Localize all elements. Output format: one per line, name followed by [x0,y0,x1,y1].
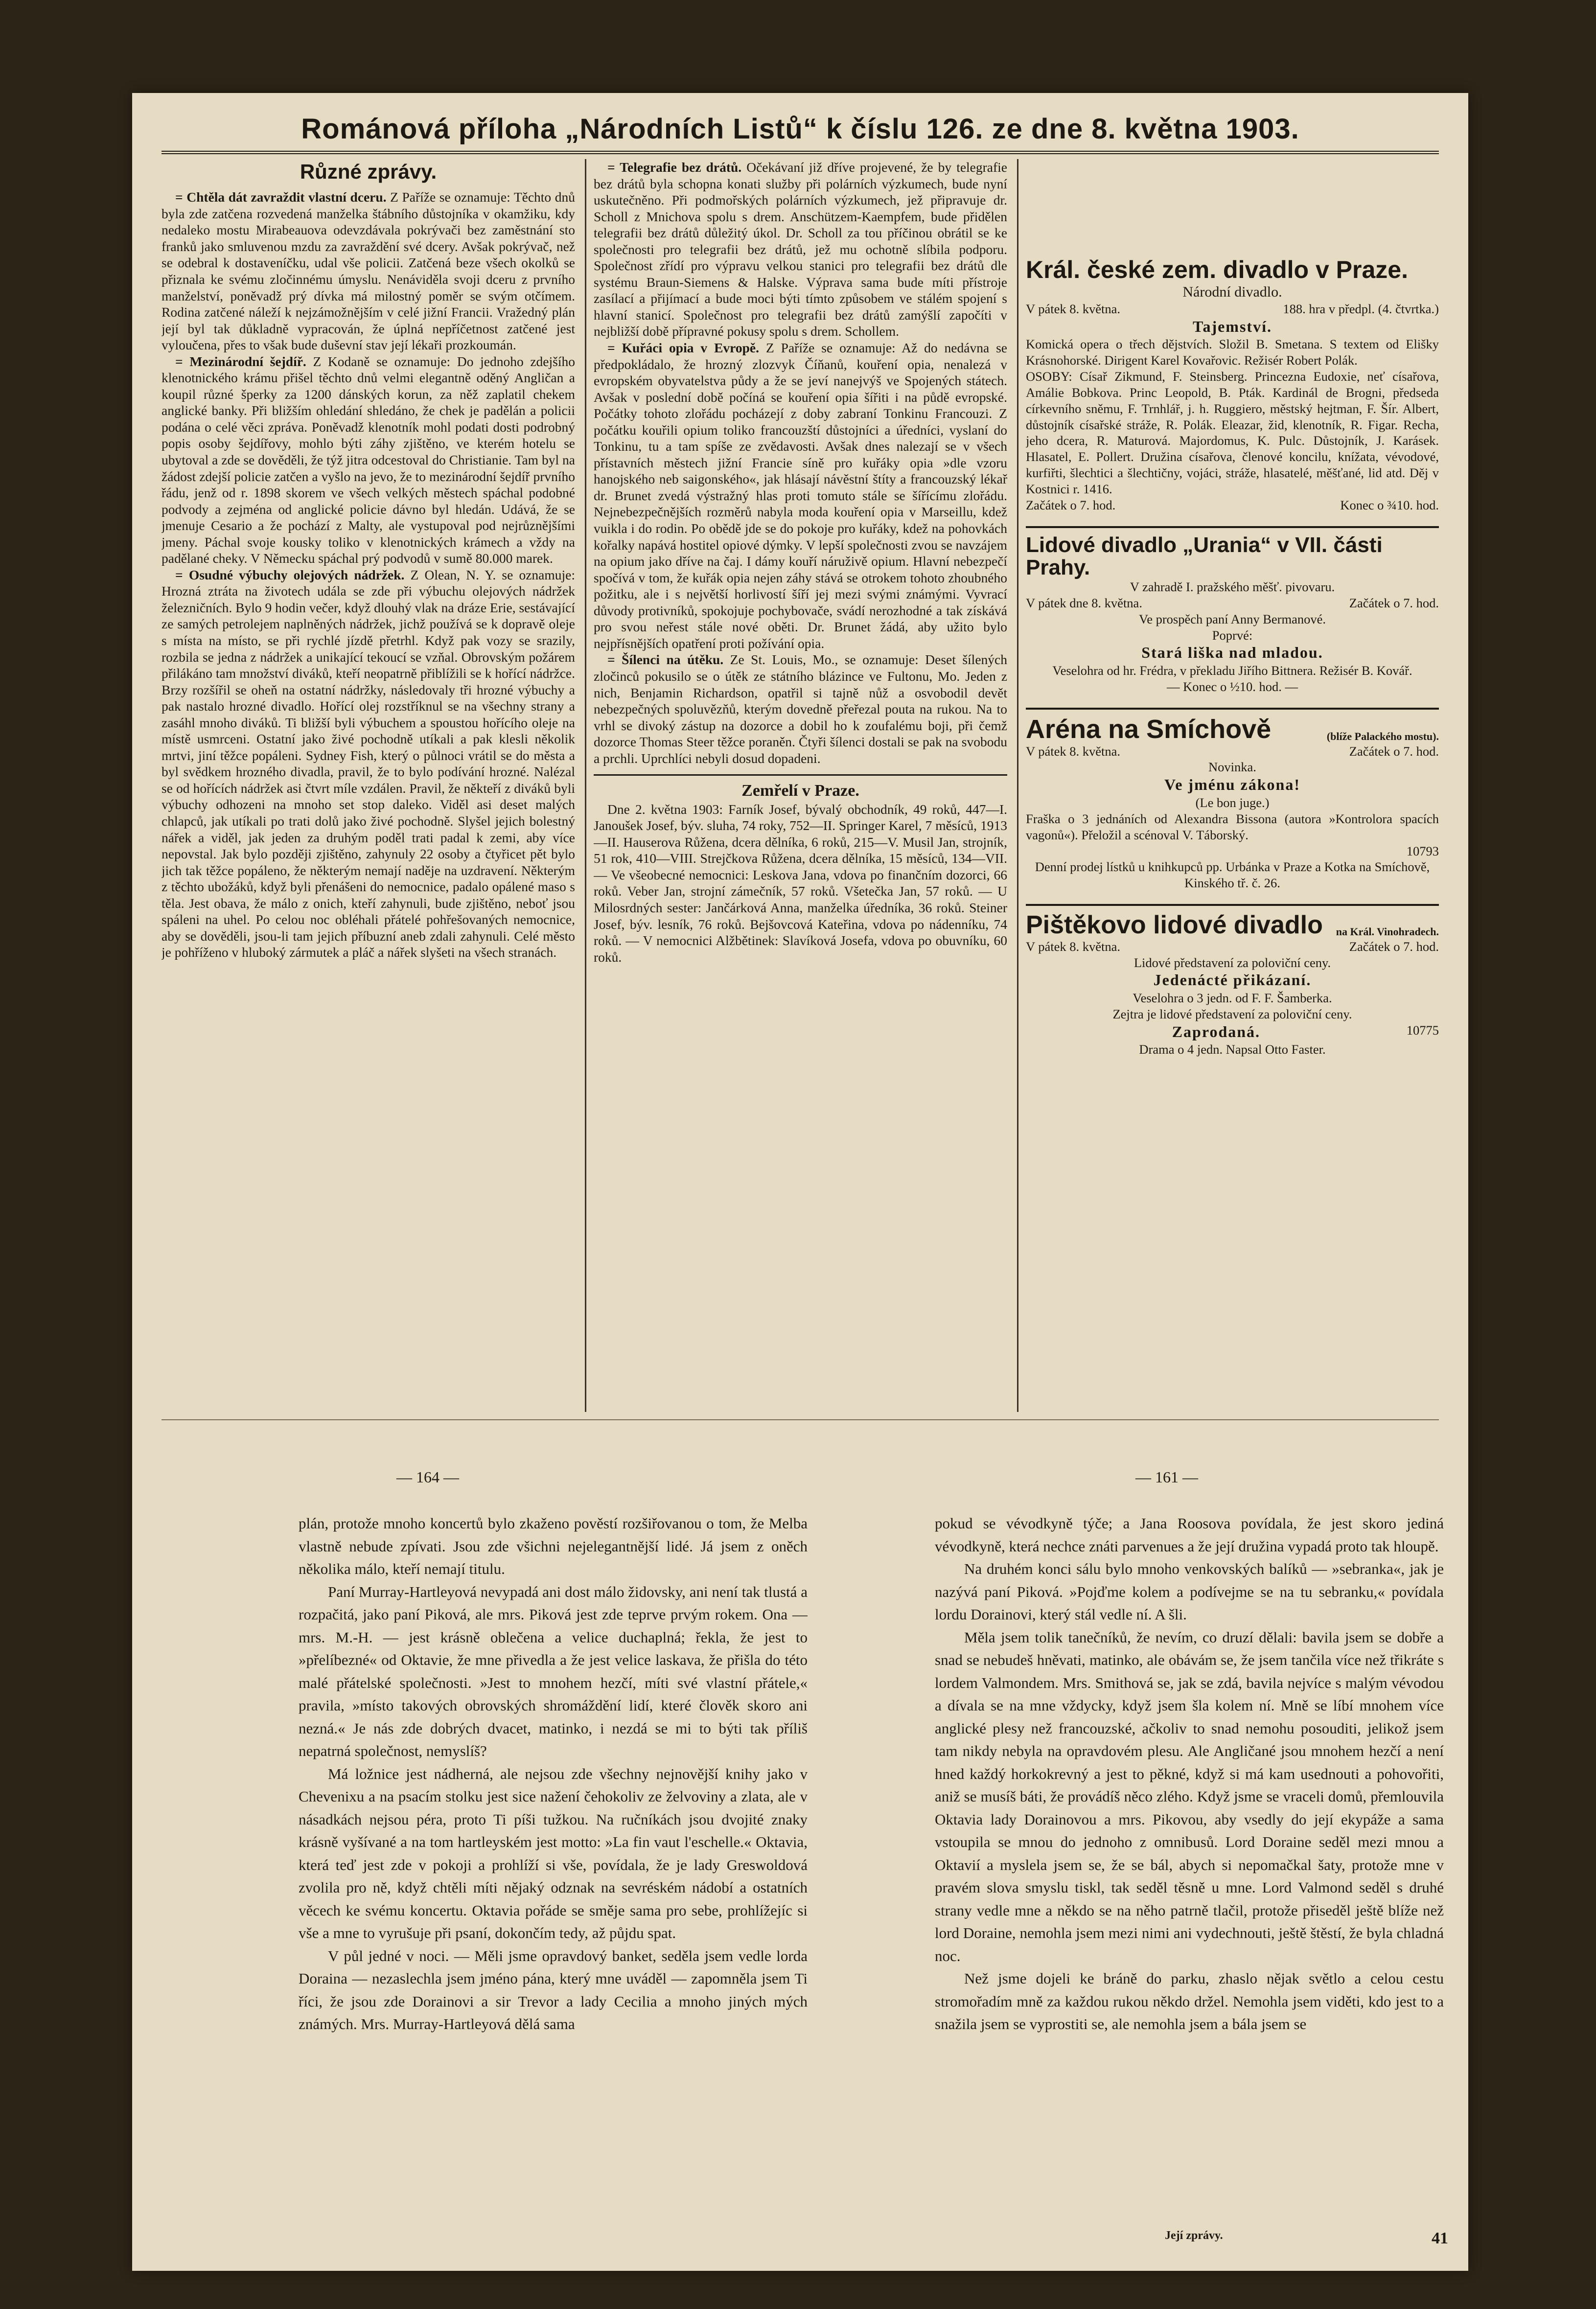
running-footer: Její zprávy. [1165,2229,1223,2242]
theater-pistek [1026,904,1439,1064]
page-number-left: — 164 — [396,1468,459,1486]
theater-date-row [1026,595,1439,611]
novel-page-right [935,1512,1444,2241]
news-text: Z Paříže se oznamuje: Až do nedávna se předpokládalo, že hrozný zlozvyk Číňanů, kouření opia, nenalezá v evropském obyvatelstva půdy a že se jeví nanejvýš ve Spojených státech. Avšak v poslední době počíná se kouření opia šířiti i na půdě evropské. Počátky tohoto zlořádu pocházejí z doby zabraní Tonkinu Francouzi. Z počátku kouřili opium toliko francouzští důstojníci a úředníci, vyslaní do Tonkinu, tu a tam spíše ze zvědavosti. Avšak dnes nalezají se v všech přístavních městech jižní Francie síně pro kuřáky opia »dle vzoru hanojského neb saigonského«, jak hlásají návěstní štíty a francouzský lékař dr. Brunet zvedá výstražný hlas proti tomuto stále se šířícímu zlořádu. Nejnebezpečnějších rozměrů nabyla moda kouření opia v Marseillu, kdež vuikla i do rodin. Po obědě jde se do pokoje pro kuřáky, kdež na pohovkách kořalky napává hostitel opiové dýmky. V lepší společnosti zvou se navzájem na opium jako dříve na čaj. I dámy kouří náruživě opium. Hlavní nebezpečí spočívá v tom, že kuřák opia nejen záhy stává se otrokem tohoto zhoubného požitku, ale i s největší horlivostí šíří jej mezi svými známými. Vyvrací důvody protivníků, spokojuje pochybovače, svádí nerozhodné a tak získává pro svou neřest stále nové oběti. Dr. Brunet žádá, aby užito bylo nejpřísnějších opatření proti požívání opia. [594,340,1007,651]
theater-national [1026,257,1439,520]
second-play-row [1026,1022,1439,1042]
start-time: Začátek o 7. hod. [1349,595,1439,610]
theater-date: V pátek 8. května. [1026,301,1121,316]
ad-code: 10775 [1406,1022,1439,1038]
theater-date: V pátek 8. května. [1026,743,1121,759]
ticket-sale: Denní prodej lístků u knihkupců pp. Urbánka v Praze a Kotka na Smíchově, Kinského tř. č. 26. [1035,859,1430,891]
end-time: — Konec o ½10. hod. — [1167,679,1298,694]
signature-number: 41 [1432,2229,1448,2247]
deaths-title: Zemřelí v Praze. [594,774,1007,801]
play-title: Tajemství. [1193,317,1272,335]
news-column-2 [594,159,1007,1412]
news-item [594,651,1007,766]
news-item [594,340,1007,651]
play-description: Veselohra o 3 jedn. od F. F. Šamberka. [1133,991,1332,1006]
novel-paragraph: Než jsme dojeli ke bráně do parku, zhaslo nějak světlo a celou cestu stromořadím mně za každou rukou někdo držel. Nemohla jsem viděti, kdo jest to a snažila jsem se vyprostiti se, ale nemohla jsem a bála jsem se [935,1970,1444,2032]
news-text: Ze St. Louis, Mo., se oznamuje: Deset šílených zločinců pokusilo se o útěk ze státního blázince ve Fultonu, Mo. Jeden z nich, Benjamin Richardson, opatřil si tajně nůž a osvobodil devět nebezpečných spoluvězňů, kterým dovedně přeřezal pouta na rukou. Na to vrhl se divoký zástup na dozorce a dobil ho k zoufalému boji, při čemž dozorce Thomas Steer těžce poraněn. Čtyři šílenci dostali se pak na svobodu a prchli. Uprchlíci nebyli dosud dopadeni. [594,652,1007,766]
deaths-text: Dne 2. května 1903: Farník Josef, bývalý obchodník, 49 roků, 447—I. Janoušek Josef, býv. sluha, 74 roky, 752—II. Springer Karel, 7 měsíců, 1913—II. Hauserova Růžena, dcera dělníka, 6 roků, 215—V. Musil Jan, strojník, 51 rok, 410—VIII. Strejčkova Růžena, dcera dělníka, 15 měsíců, 134—VII. — Ve všeobecné nemocnici: Leskova Jana, vdova po finančním dozorci, 66 roků. Veber Jan, strojní zámečník, 57 roků. Všetečka Jan, 57 roků. — U Milosrdných sester: Jančárková Anna, manželka úředníka, 36 roků. Steiner Josef, býv. lesník, 76 roků. Bejšovcová Kateřina, vdova po nádenníku, 74 roků. — V nemocnici Alžbětinek: Slavíková Josefa, vdova po obuvníku, 60 roků. [594,801,1007,965]
play-description: Fraška o 3 jednáních od Alexandra Bissona (autora »Kontrolora spacích vagonů«). Přeložil a scénoval V. Táborský. [1026,811,1439,842]
theater-sub: na Král. Vinohradech. [1336,925,1439,938]
news-text: Z Olean, N. Y. se oznamuje: Hrozná ztráta na životech udála se zde při výbuchu olejových nádržek železničních. Bylo 9 hodin večer, když dlouhý vlak na dráze Erie, sestávající ze samých petrolejem naplněných nádržek, jichž používá se k dopravě oleje s místa na místo, se při rychlé jízdě přetrhl. Když pak vozy se srazily, rozbila se jedna z nádržek a unikající tekoucí se vzňal. Obrovským požárem přilákáno tam množství diváků, kteří neopatrně přiblížili se k hořící nádržce. Brzy rozšířil se oheň na ostatní nádržky, následovaly tři hrozné výbuchy a pak nastalo hrozné divadlo. Hořící olej rozstříknul se na všechny strany a zasáhl mnoho diváků. Ti bližší byli výbuchem a spoustou hořícího oleje na místě usmrceni. Ostatní jako živé pochodně utíkali a pak klesli několik mrtvi, jiní těžce popáleni. Sydney Fish, který o půlnoci vrátil se do města a byl svědkem hrozného divadla, pravil, že to bylo podívání hrozné. Nalézal se od hořících nádržek asi čtvrt míle vzdálen. Pravil, že někteří z diváků byli výbuchy odhozeni na mnoho set stop daleko. Viděl asi deset malých chlapců, jak utíkali po trati dolů jako živé pochodně. Slyšel jejich bolestný nářek a viděl, jak jeden za druhým poděl trati padal k zemi, aby více nepovstal. Jak bylo později zjištěno, zahynuly 22 osoby a čtyřicet pět bylo jich tak těžce popáleno, že některým nemají naděje na uzdravení. Některým z těchto ubožáků, když byli přenášeni do nemocnice, padalo opálené maso s těla. Jest obava, že málo z onich, kteří zahynuli, bude zjištěno, neboť jsou spáleni na uhel. Po celou noc obléhali přátelé pohřešovaných nemocnice, aby se dověděli, jsou-li tam jejich příbuzní aneb zdali zahynuli. Celé město je pohříženo v hluboký zármutek a pláč a nářek slyšeti na všech stranách. [162,567,575,960]
ad-code: 10793 [1406,843,1439,858]
fold-line [162,1419,1439,1420]
news-kicker: = Telegrafie bez drátů. [607,160,742,175]
news-column-1 [162,159,575,1412]
news-kicker: = Osudné výbuchy olejových nádržek. [175,567,405,582]
novel-paragraph: plán, protože mnoho koncertů bylo zkaženo pověstí rozšiřovanou o tom, že Melba vlastně nebude zpívati. Jsou zde všichni nejelegantnější lidé. Já jsem z oněch několika málo, kteří nemají titulu. [299,1515,808,1577]
newspaper-sheet [132,93,1468,2271]
theater-date: V pátek dne 8. května. [1026,595,1142,610]
deaths-list [594,801,1007,965]
theater-date-row [1026,743,1439,760]
theater-date: V pátek 8. května. [1026,939,1121,954]
news-text: Z Paříže se oznamuje: Těchto dnů byla zde zatčena rozvedená manželka štábního důstojníka v okamžiku, kdy nedaleko mostu Mirabeauova odevzdávala pokrývači bez zaměstnání sto franků jako smluvenou mzdu za zavraždění své dcery. Avšak pokrývač, než se odebral k dostaveníčku, udal vše policii. Zatčená beze všech okolků se přiznala ke svému zločinnému úmyslu. Nenáviděla svoji dceru z prvního manželství, poněvadž prý dívka má milostný poměr se svým otčímem. Rodina zatčené náleží k nejzámožnějším v celé jižní Francii. Vražedný plán její byl tak důkladně vypracován, že úplná nepříčetnost zatčené jest vyloučena, přes to však bude duševní stav její lékaři prozkoumán. [162,189,575,353]
play-description: Drama o 4 jedn. Napsal Otto Faster. [1139,1042,1326,1057]
novel-paragraph: Paní Murray-Hartleyová nevypadá ani dost málo židovsky, ani není tak tlustá a rozpačitá, jako paní Piková, ale mrs. Piková jest zde teprve prvým rokem. Ona — mrs. M.-H. — jest krásně oblečena a velice duchaplná; řekla, že jest to »přelíbezné« od Oktavie, že mne přivedla a že jest velice laskava, že přišla do této malé přátelské společnosti. »Jest to mnohem hezčí, míti své vlastní přátele,« pravila, »místo takových obrovských shromáždění lidí, které člověk skoro ani nezná.« Je nás zde dobrých dvacet, matinko, i nezdá se mi to býti tak příliš nepatrná společnost, nemyslíš? [299,1583,808,1759]
play-title: Stará liška nad mladou. [1141,644,1323,662]
theater-sub: (blíže Palackého mostu). [1326,730,1439,743]
column-rule [585,159,586,1412]
start-time: Začátek o 7. hod. [1026,497,1116,512]
tomorrow-info: Zejtra je lidové představení za poloviční ceny. [1112,1006,1352,1021]
novel-paragraph: V půl jedné v noci. — Měli jsme opravdový banket, seděla jsem vedle lorda Doraina — nezaslechla jsem jméno pána, který mne uváděl — zapomněla jsem Ti říci, že jsou zde Dorainovi a sir Trevor a lady Cecilia a mnoho jiných mých známých. Mrs. Murray-Hartleyová dělá sama [299,1947,808,2032]
theater-header-row [1026,716,1439,743]
novel-paragraph: Na druhém konci sálu bylo mnoho venkovských balíků — »sebranka«, jak je nazývá paní Piková. »Pojďme kolem a podívejme se na tu sebranku,« povídala lordu Dorainovi, který stál vedle ní. A šli. [935,1560,1444,1623]
end-time: Konec o ¾10. hod. [1340,497,1439,512]
news-kicker: = Mezinárodní šejdíř. [175,353,306,369]
theater-name: Pištěkovo lidové divadlo [1026,911,1323,940]
novel-paragraph: Měla jsem tolik tanečníků, že nevím, co druzí dělali: bavila jsem se dobře a snad se nebudeš hněvati, matinko, ale obávám se, že jsem tančila více než třikráte s lordem Valmondem. Mrs. Smithová se, jak se zdá, bavila nejvíce s malým vévodou a dívala se na mne vždycky, když jsem šla kolem ní. Mně se líbí mnohem více anglické plesy než francouzské, ačkoliv to snad nemohu posouditi, jelikož jsem tam nikdy nebyla na opravdovém plesu. Ale Angličané jsou mnohem hezčí a není hned každý horkokrevný a jest to pěkné, když si má kam usednouti a pohovořiti, aniž se musíš báti, že provádíš něco zlého. Když jsme se vraceli domů, přemlouvila Oktavia lady Dorainovou a mrs. Pikovou, aby vsedly do její ekypáže a sama vstoupila se mnou do jednoho z omnibusů. Lord Doraine seděl mezi mnou a Oktavií a myslela jsem se, že se bál, abych si nepomačkal šaty, protože mne v pravém slova smyslu tiskl, tak seděl těsně u mne. Lord Valmond seděl s druhé strany vedle mne a někdo se na něho patrně tlačil, protože přiseděl ještě blíže než lord Doraine, nemohla jsem mezi nimi ani vydechnouti, ještě štěstí, že byla chladná noc. [935,1628,1444,1964]
masthead: Románová příloha „Národních Listů“ k číslu 126. ze dne 8. května 1903. [162,113,1439,154]
news-text: Očekávaní již dříve projevené, že by telegrafie bez drátů byla schopna konati služby při polárních výzkumech, bude nyní uskutečněno. Při podmořských polárních výzkumech, jež připravuje dr. Scholl z Mnichova spolu s drem. Anschützem-Kaempfem, bude přidělen telegrafii bez drátů důležitý úkol. Dr. Scholl za tou příčinou obrátil se ke společnosti pro telegrafii bez drátů, jež mu ochotně slíbila podporu. Společnost zřídí pro výpravu velkou stanici pro telegrafii bez drátů dle systému Braun-Siemens & Halske. Výprava sama bude míti přístroje zasílací a přijímací a bude moci býti tímto způsobem ve stálém spojení s hlavní stanicí. Společnost pro telegrafii bez drátů zamýšlí započíti v nejbližší době přípravné pokusy spolu s drem. Schollem. [594,160,1007,339]
theater-name: Aréna na Smíchově [1026,714,1272,744]
news-kicker: = Šílenci na útěku. [607,652,724,668]
news-item [162,567,575,961]
novel-pages [132,1512,1468,2241]
section-title: Různé zprávy. [300,160,437,183]
supplement-page [162,159,1439,1412]
theater-name: Lidové divadlo „Urania“ v VII. části Prahy. [1026,532,1383,579]
start-time: Začátek o 7. hod. [1349,939,1439,954]
play-subtitle: (Le bon juge.) [1195,795,1270,810]
column-rule [1017,159,1018,1412]
news-text: Z Kodaně se oznamuje: Do jednoho zdejšího klenotnického krámu přišel těchto dnů velmi elegantně oděný Angličan a koupil různé šperky za 1200 dánských korun, za něž zaplatil chekem anglické banky. Při bližším ohledání shledáno, že chek je padělán a policii podána o celé věci zpráva. Poněvadž klenotník mohl podati dosti podrobný popis osoby šejdířovy, mohlo býti záhy zjištěno, ve kterém hotelu se ubytoval a zde se dověděli, že týž jitra odcestoval do Christianie. Tam byl na žádost zdejší policie zatčen a vyšlo na jevo, že to mezinárodní šejdíř prvního řádu, jenž od r. 1898 skorem ve všech velkých městech spáchal podobné podvody a zejména od anglické policie dávno byl hledán. Udává, že se jmenuje Cesario a že pochází z Malty, ale vystupoval pod nejrůznějšími jmeny. Páchal svoje kousky toliko v klenotnických krámech a vždy na padělané cheky. V Německu spáchal prý podvodů v sumě 80.000 marek. [162,353,575,566]
theater-column [1026,159,1439,1412]
play-title: Jedenácté přikázaní. [1153,971,1312,989]
play-description: Veselohra od hr. Frédra, v překladu Jiřího Bittnera. Režisér B. Kovář. [1052,663,1412,678]
news-item [162,189,575,353]
news-kicker: = Kuřáci opia v Evropě. [607,340,759,356]
theater-arena [1026,708,1439,898]
theater-header-row [1026,912,1439,939]
performance-info: Lidové představení za poloviční ceny. [1133,955,1331,970]
novel-paragraph: Má ložnice jest nádherná, ale nejsou zde všechny nejnovější knihy jako v Chevenixu a na psacím stolku jest sice nažení čehokoliv ze želvoviny a zlata, ale v násadkách nejsou péra, proto Ti píši tužkou. Na ručníkách jsou dvojité znaky krásně vyšívané a na tom hartleyském jest motto: »La fin vaut l'eschelle.« Oktavia, která teď jest zde v pokoji a prohlíží si vše, povídala, že je lady Greswoldová zvolila pro ně, když chtěli míti nějaký odznak na sevréském nádobí a ostatních věcech ke svému koncertu. Oktavia pořáde se směje sama pro sebe, prohlížejíc si vše a mne to vyrušuje při psaní, dokončím tedy, až půjdu spat. [299,1765,808,1941]
theater-date-row [1026,939,1439,955]
news-item [162,353,575,567]
theater-urania [1026,526,1439,702]
theater-performance: 188. hra v předpl. (4. čtvrtka.) [1283,301,1439,316]
theater-name: Král. české zem. divadlo v Praze. [1026,256,1408,283]
theater-times [1026,497,1439,513]
news-kicker: = Chtěla dát zavraždit vlastní dceru. [175,189,387,205]
premiere-note: Poprvé: [1212,627,1253,643]
theater-sub: Národní divadlo. [1182,283,1282,300]
page-number-right: — 161 — [1135,1468,1198,1486]
novelty-note: Novinka. [1208,760,1256,775]
play-cast: OSOBY: Císař Zikmund, F. Steinsberg. Princezna Eudoxie, neť císařova, Amálie Bobkova. Princ Leopold, B. Pták. Kardinál de Brogni, předseda církevního sněmu, F. Trnhlář, j. h. Ruggiero, městský hejtman, F. Šír. Albert, důstojník císařské stráže, R. Polák. Eleazar, žid, klenotník, R. Figar. Recha, jeho dcera, R. Maturová. Majordomus, K. Pulc. Důstojník, J. Karásek. Hlasatel, E. Pollert. Družina císařova, členové koncilu, knížata, vévodové, kurfiřti, šlechtici a šlechtičny, vojáci, stráže, hlasatelé, měšťané, lid atd. Děj v Kostnici r. 1416. [1026,369,1439,496]
novel-paragraph: pokud se vévodkyně týče; a Jana Roosova povídala, že jest skoro jediná vévodkyně, která nechce znáti parvenues a že její družina vypadá proto tak hloupě. [935,1515,1444,1555]
play-title: Zaprodaná. [1172,1022,1261,1040]
news-item [594,159,1007,340]
theater-sub: V zahradě I. pražského měšť. pivovaru. [1130,579,1335,595]
start-time: Začátek o 7. hod. [1349,743,1439,759]
theater-date-row [1026,301,1439,317]
play-title: Ve jménu zákona! [1164,776,1300,794]
benefit-note: Ve prospěch paní Anny Bermanové. [1139,611,1326,626]
play-description: Komická opera o třech dějstvích. Složil B. Smetana. S textem od Elišky Krásnohorské. Dirigent Karel Kovařovic. Režisér Robert Polák. [1026,337,1439,368]
novel-page-left [299,1512,808,2241]
